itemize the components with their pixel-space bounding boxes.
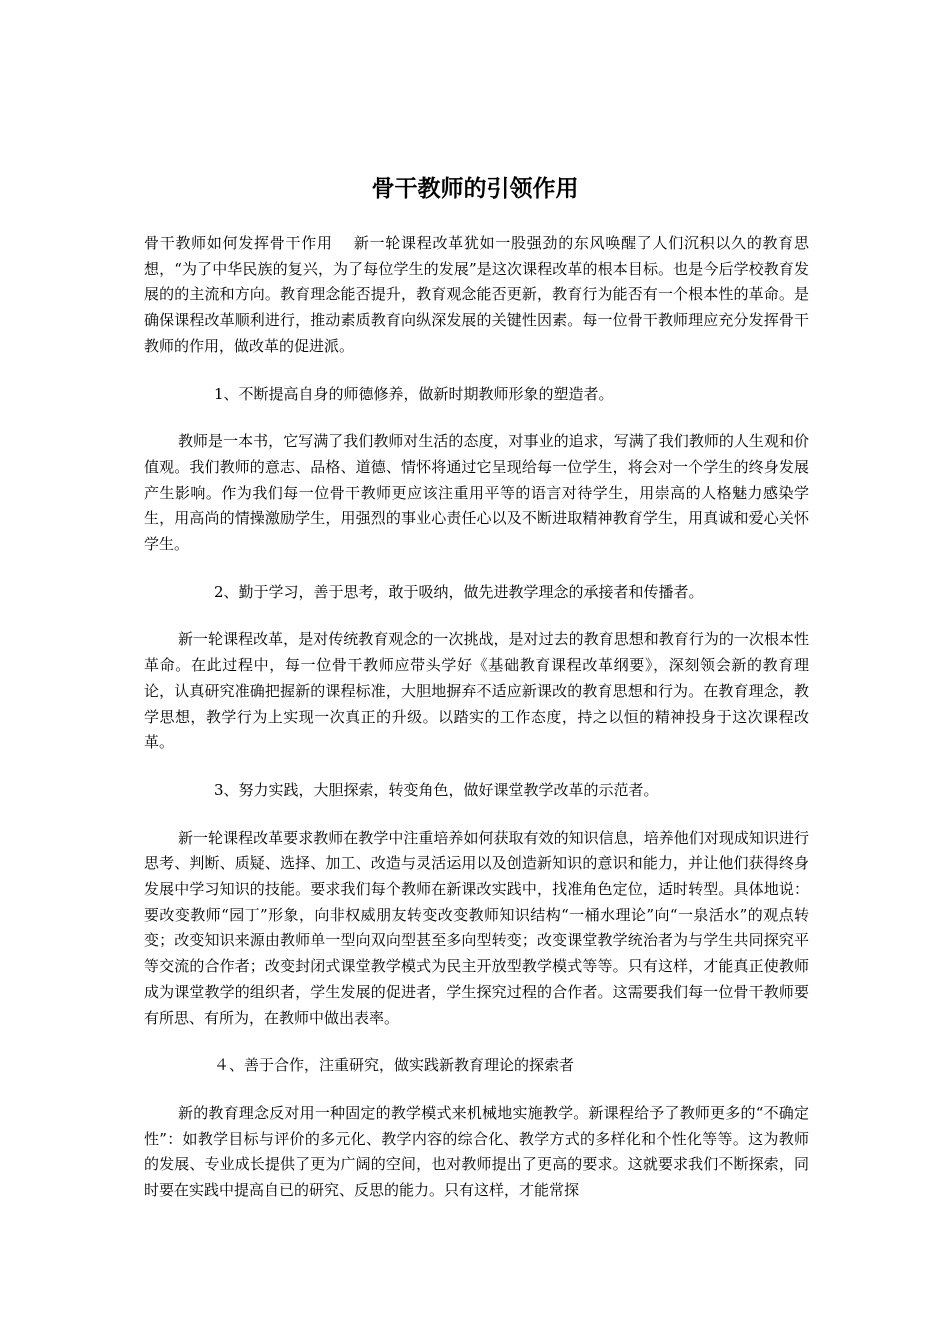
section-body-4: 新的教育理念反对用一种固定的教学模式来机械地实施教学。新课程给予了教师更多的“不确定性”：如教学目标与评价的多元化、教学内容的综合化、教学方式的多样化和个性化等等。这为教师的发展、专业成长提供了更为广阔的空间，也对教师提出了更高的要求。这就要求我们不断探索，同时要在实践中提高自已的研究、反思的能力。只有这样，才能常探 xyxy=(144,1103,809,1200)
section-heading-4: ４、善于合作，注重研究，做实践新教育理论的探索者 xyxy=(214,1056,575,1075)
section-body-2: 新一轮课程改革，是对传统教育观念的一次挑战，是对过去的教育思想和教育行为的一次根本性革命。在此过程中，每一位骨干教师应带头学好《基础教育课程改革纲要》，深刻领会新的教育理论，认真研究准确把握新的课程标准，大胆地摒弃不适应新课改的教育思想和行为。在教育理念，教学思想，教学行为上实现一次真正的升级。以踏实的工作态度，持之以恒的精神投身于这次课程改革。 xyxy=(144,630,809,752)
section-body-1: 教师是一本书，它写满了我们教师对生活的态度，对事业的追求，写满了我们教师的人生观和价值观。我们教师的意志、品格、道德、情怀将通过它呈现给每一位学生，将会对一个学生的终身发展产生影响。作为我们每一位骨干教师更应该注重用平等的语言对待学生，用崇高的人格魅力感染学生，用高尚的情操激励学生，用强烈的事业心责任心以及不断进取精神教育学生，用真诚和爱心关怀学生。 xyxy=(144,432,809,554)
section-heading-1: 1、不断提高自身的师德修养，做新时期教师形象的塑造者。 xyxy=(214,384,614,403)
section-heading-2: 2、勤于学习，善于思考，敢于吸纳，做先进教学理念的承接者和传播者。 xyxy=(214,582,704,601)
document-body xyxy=(144,231,809,1226)
intro-paragraph: 骨干教师如何发挥骨干作用 新一轮课程改革犹如一股强劲的东风唤醒了人们沉积以久的教育思想，“为了中华民族的复兴，为了每位学生的发展”是这次课程改革的根本目标。也是今后学校教育发展的的主流和方向。教育理念能否提升，教育观念能否更新，教育行为能否有一个根本性的革命。是确保课程改革顺利进行，推动素质教育向纵深发展的关键性因素。每一位骨干教师理应充分发挥骨干教师的作用，做改革的促进派。 xyxy=(144,234,809,355)
section-body-3: 新一轮课程改革要求教师在教学中注重培养如何获取有效的知识信息，培养他们对现成知识进行思考、判断、质疑、选择、加工、改造与灵活运用以及创造新知识的意识和能力，并让他们获得终身发展中学习知识的技能。要求我们每个教师在新课改实践中，找准角色定位，适时转型。具体地说：要改变教师“园丁”形象，向非权威朋友转变改变教师知识结构“一桶水理论”向“一泉活水”的观点转变；改变知识来源由教师单一型向双向型甚至多向型转变；改变课堂教学统治者为与学生共同探究平等交流的合作者；改变封闭式课堂教学模式为民主开放型教学模式等等。只有这样，才能真正使教师成为课堂教学的组织者，学生发展的促进者，学生探究过程的合作者。这需要我们每一位骨干教师要有所思、有所为，在教师中做出表率。 xyxy=(144,828,809,1027)
section-heading-3: 3、努力实践，大胆探索，转变角色，做好课堂教学改革的示范者。 xyxy=(214,780,659,799)
document-title: 骨干教师的引领作用 xyxy=(371,176,579,202)
